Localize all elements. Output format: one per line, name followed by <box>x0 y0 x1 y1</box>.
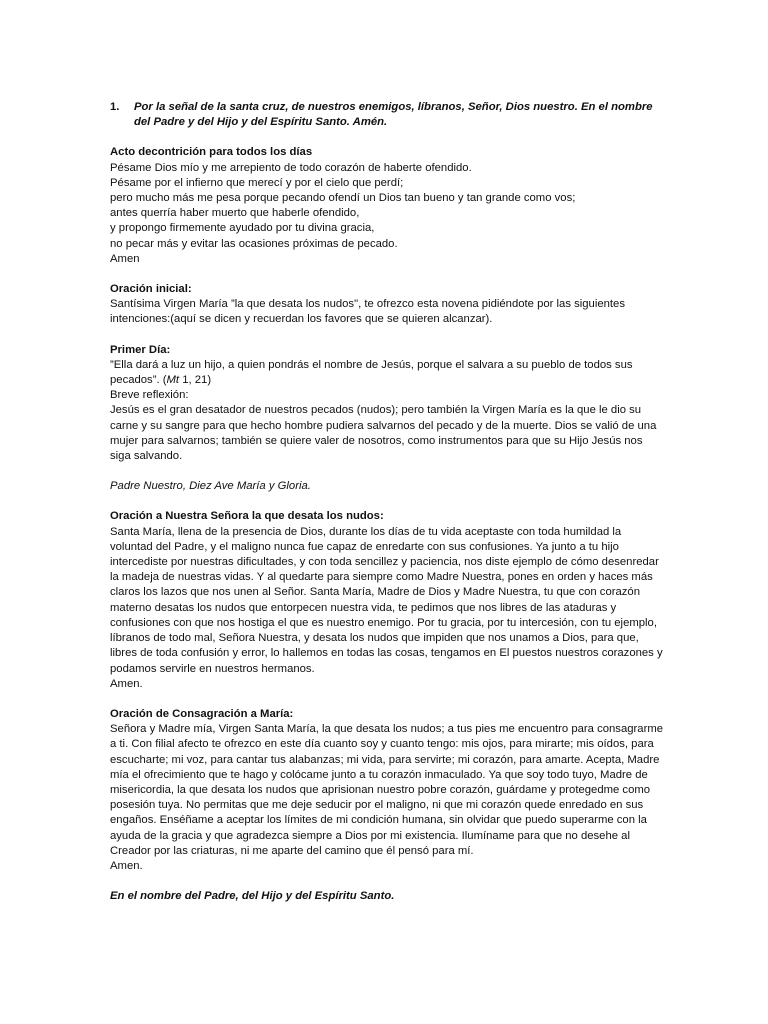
padre-nuestro-text: Padre Nuestro, Diez Ave María y Gloria. <box>110 480 311 493</box>
reflection-text: Jesús es el gran desatador de nuestros pecados (nudos); pero también la Virgen María es la que le dio su carne y su sangre para que hecho hombre pudiera salvarnos del pecado y de la muerte. Dios se valió de una mujer para salvarnos; también se quiere valer de nosotros, como instrumentos para que su Hijo Jesús nos siga salvando. <box>110 404 657 463</box>
closing-text: En el nombre del Padre, del Hijo y del Espíritu Santo. <box>110 890 395 903</box>
oracion-inicial-text: Santísima Virgen María ”la que desata los nudos", te ofrezco esta novena pidiéndote por las siguientes intenciones:(aquí se dicen y recuerdan los favores que se quieren alcanzar). <box>110 298 625 326</box>
acto-line: no pecar más y evitar las ocasiones próximas de pecado. <box>110 237 398 250</box>
document-body <box>110 100 665 919</box>
intro-text: Por la señal de la santa cruz, de nuestros enemigos, líbranos, Señor, Dios nuestro. En el nombre del Padre y del Hijo y del Espíritu Santo. Amén. <box>134 101 653 129</box>
oracion-inicial-title: Oración inicial: <box>110 283 192 296</box>
acto-line: pero mucho más me pesa porque pecando ofendí un Dios tan bueno y tan grande como vos; <box>110 192 576 205</box>
quote-ref-book: Mt <box>166 374 180 387</box>
oracion-consagracion-title: Oración de Consagración a María: <box>110 707 294 720</box>
padre-nuestro-section <box>110 479 665 494</box>
quote-text: ”Ella dará a luz un hijo, a quien pondrás el nombre de Jesús, porque el salvara a su pueblo de todos sus pecados”. ( <box>110 358 633 387</box>
acto-line: y propongo firmemente ayudado por tu divina gracia, <box>110 222 375 235</box>
intro-list-item <box>110 100 665 130</box>
acto-line: Pésame por el infierno que merecí y por el cielo que perdí; <box>110 176 404 189</box>
primer-dia-title: Primer Día: <box>110 343 171 356</box>
oracion-consagracion-text: Señora y Madre mía, Virgen Santa María, la que desata los nudos; a tus pies me encuentro para consagrarme a ti. Con filial afecto te ofrezco en este día cuanto soy y cuanto tengo: mis ojos, para mirarte; mis oídos, para escucharte; mi voz, para cantar tus alabanzas; mi vida, para servirte; mi corazón, para amarte. Acepta, Madre mía el ofrecimiento que te hago y colócame junto a tu corazón inmaculado. Ya que soy todo tuyo, Madre de misericordia, la que desata los nudos que aprisionan nuestro pobre corazón, guárdame y protegedme como posesión tuya. No permitas que me deje seducir por el maligno, ni que mi corazón quede enredado en sus engaños. Enséñame a aceptar los límites de mi condición humana, sin olvidar que puedo superarme con la ayuda de la gracia y que agradezca siempre a Dios por mi existencia. Ilumíname para que no desehe al Creador por las criaturas, ni me aparte del camino que él pensó para mí. <box>110 723 664 857</box>
acto-title: Acto decontrición para todos los días <box>110 146 313 159</box>
primer-dia-section <box>110 343 665 465</box>
acto-line: Pésame Dios mío y me arrepiento de todo corazón de haberte ofendido. <box>110 161 472 174</box>
oracion-senora-amen: Amen. <box>110 677 143 690</box>
primer-dia-quote <box>110 358 665 388</box>
oracion-inicial-section <box>110 282 665 328</box>
reflection-label: Breve reflexión: <box>110 389 189 402</box>
oracion-senora-section <box>110 509 665 691</box>
acto-line: antes querría haber muerto que haberle ofendido, <box>110 207 360 220</box>
oracion-senora-text: Santa María, llena de la presencia de Dios, durante los días de tu vida aceptaste con toda humildad la voluntad del Padre, y el maligno nunca fue capaz de enredarte con sus confusiones. Ya junto a tu hijo intercediste por nuestras dificultades, y con toda sencillez y paciencia, nos diste ejemplo de cómo desenredar la madeja de nuestras vidas. Y al quedarte para siempre como Madre Nuestra, pones en orden y haces más claros los lazos que nos unen al Señor. Santa María, Madre de Dios y Madre Nuestra, tu que con corazón materno desatas los nudos que entorpecen nuestra vida, te pedimos que nos libres de las ataduras y confusiones con que nos hostiga el que es nuestro enemigo. Por tu gracia, por tu intercesión, con tu ejemplo, líbranos de todo mal, Señora Nuestra, y desata los nudos que impiden que nos unamos a Dios, para que, libres de toda confusión y error, lo hallemos en todas las cosas, tengamos en El puestos nuestros corazones y podamos servirle en nuestros hermanos. <box>110 525 663 675</box>
list-number: 1. <box>110 101 120 113</box>
oracion-consagracion-amen: Amen. <box>110 859 143 872</box>
acto-contricion-section <box>110 145 665 267</box>
acto-line: Amen <box>110 252 140 265</box>
oracion-consagracion-section <box>110 707 665 874</box>
closing-section <box>110 889 665 904</box>
quote-ref-rest: 1, 21) <box>179 374 212 387</box>
oracion-senora-title: Oración a Nuestra Señora la que desata los nudos: <box>110 510 384 523</box>
